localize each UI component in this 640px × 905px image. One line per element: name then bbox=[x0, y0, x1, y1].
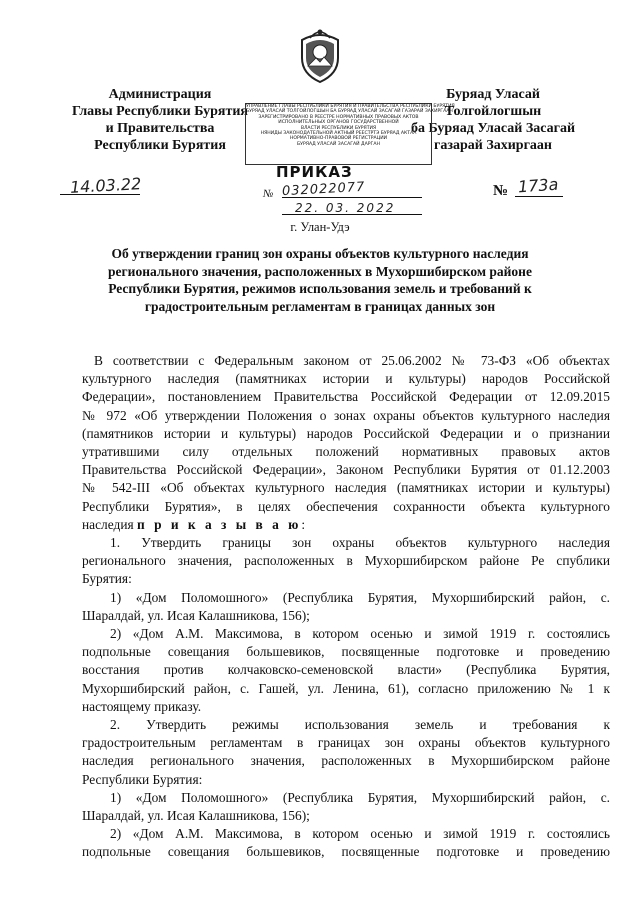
stamp-line: ЗАРЕГИСТРИРОВАНО В РЕЕСТРЕ НОРМАТИВНЫХ ПРАВОВЫХ АКТОВ bbox=[258, 114, 419, 120]
item-1-2 bbox=[82, 625, 610, 716]
body-line: № 972 «Об утверждении Положения о зонах охраны объектов культурного наследия bbox=[82, 407, 610, 423]
header-right-line: газарай Захиргаан bbox=[433, 138, 552, 153]
header-left-line: Главы Республики Бурятия bbox=[71, 104, 248, 119]
registration-number-label: № bbox=[263, 188, 274, 200]
stamp-line: БУРЯАД УЛАСАЙ ЗАСАГАЙ ДАРГАН bbox=[297, 141, 380, 147]
date-underline bbox=[60, 194, 140, 195]
header-left-line: и Правительства bbox=[105, 121, 215, 136]
header-right-line: ба Буряад Уласай Засагай bbox=[410, 121, 576, 136]
document-city: г. Улан-Удэ bbox=[290, 220, 350, 234]
body-line: Республики Бурятия: bbox=[82, 771, 203, 787]
item-1 bbox=[82, 534, 610, 589]
number-underline bbox=[515, 196, 563, 197]
title-line: Об утверждении границ зон охраны объектов культурного наследия bbox=[111, 246, 529, 261]
registration-date-underline bbox=[282, 214, 422, 215]
prikazyvayu-word: п р и к а з ы в а ю bbox=[137, 516, 302, 532]
body-line: 2) «Дом А.М. Максимова, в котором осенью и зимой 1919 г. состоялись bbox=[110, 826, 610, 842]
document-title bbox=[78, 245, 562, 315]
body-line: 2. Утвердить режимы использования земель и требования к bbox=[110, 717, 610, 733]
body-line: Бурятия: bbox=[82, 571, 132, 587]
body-line: восстания против колчаковско-семеновской власти» (Республика Бурятия, bbox=[82, 662, 610, 678]
header-left-russian bbox=[60, 86, 260, 154]
body-line: подпольные совещания большевиков, посвященные подготовке и проведению bbox=[82, 644, 610, 660]
item-2-1 bbox=[82, 789, 610, 825]
title-line: Республики Бурятия, режимов использования земель и требований к bbox=[108, 281, 532, 297]
body-line: В соответствии с Федеральным законом от 25.06.2002 № 73-ФЗ «Об объектах bbox=[94, 353, 610, 368]
header-right-line: Буряад Уласай bbox=[446, 87, 540, 102]
registration-date: 22. 03. 2022 bbox=[295, 201, 396, 215]
body-line: Шаралдай, ул. Исая Калашникова, 156); bbox=[82, 808, 310, 824]
body-line: 1) «Дом Поломошного» (Республика Бурятия, Мухоршибирский район, с. bbox=[110, 589, 610, 605]
stamp-line: БУРЯАД УЛАСАЙ ТОЛГОЙЛОГШЫН БА БУРЯАД УЛАСАЙ ЗАСАГАЙ ГАЗАРАЙ ЗАХИРГААН bbox=[246, 109, 453, 115]
body-line: Республики Бурятия», в целях обеспечения сохранности объекта культурного bbox=[82, 498, 610, 514]
body-line: регионального значения, расположенных в Мухоршибирском районе Ре спублики bbox=[82, 553, 610, 569]
header-left-line: Администрация bbox=[108, 87, 212, 102]
registration-number: 032022077 bbox=[281, 179, 366, 200]
body-line: 1) «Дом Поломошного» (Республика Бурятия, Мухоршибирский район, с. bbox=[110, 789, 610, 805]
header-right-line: Толгойлогшын bbox=[444, 104, 542, 119]
document-number-label: № bbox=[493, 183, 509, 199]
document-type-prikaz: ПРИКАЗ bbox=[276, 163, 353, 181]
body-line: 1. Утвердить границы зон охраны объектов культурного наследия bbox=[110, 535, 610, 551]
item-1-1 bbox=[82, 589, 610, 625]
body-line: культурного наследия (памятниках истории и культуры) народов Российской bbox=[82, 371, 610, 387]
coat-of-arms-emblem bbox=[296, 26, 344, 84]
stamp-line: ИСПОЛНИТЕЛЬНЫХ ОРГАНОВ ГОСУДАРСТВЕННОЙ bbox=[278, 120, 399, 126]
body-line: Мухоршибирский район, с. Гашей, ул. Ленина, 61), согласно приложению № 1 к bbox=[82, 680, 610, 696]
item-2 bbox=[82, 716, 610, 789]
body-line: настоящему приказу. bbox=[82, 698, 202, 714]
stamp-line: ВЛАСТИ РЕСПУБЛИКИ БУРЯТИЯ bbox=[300, 125, 377, 131]
body-line: 2) «Дом А.М. Максимова, в котором осенью и зимой 1919 г. состоялись bbox=[110, 626, 610, 642]
preamble-colon: : bbox=[301, 516, 306, 532]
body-line: Федерации», постановлением Правительства Российской Федерации от 12.09.2015 bbox=[82, 389, 610, 405]
body-line: Шаралдай, ул. Исая Калашникова, 156); bbox=[82, 607, 310, 623]
body-line: утратившими силу отдельных положений нормативных правовых актов bbox=[82, 444, 610, 460]
document-body bbox=[82, 352, 610, 862]
body-line: № 542-III «Об объектах культурного наследия (памятниках истории и культуры) bbox=[82, 480, 610, 496]
registration-stamp bbox=[245, 103, 455, 165]
stamp-line: УПРАВЛЕНИЕ ГЛАВЫ РЕСПУБЛИКИ БУРЯТИЯ И ПРАВИТЕЛЬСТВА РЕСПУБЛИКИ БУРЯТИЯ bbox=[246, 104, 455, 109]
body-line: градостроительным регламентам в границах зон охраны объектов культурного bbox=[82, 735, 610, 751]
preamble-last-text: наследия bbox=[82, 516, 137, 532]
registration-number-underline bbox=[282, 197, 422, 198]
title-line: регионального значения, расположенных в Мухоршибирском районе bbox=[108, 263, 532, 279]
body-line: подпольные совещания большевиков, посвященные подготовке и проведению bbox=[82, 844, 610, 860]
body-line: (памятников истории и культуры) народов Российской Федерации и о признании bbox=[82, 425, 610, 441]
body-line: Правительства Российской Федерации», Законом Республики Бурятия от 01.12.2003 bbox=[82, 462, 610, 478]
preamble-paragraph bbox=[82, 352, 610, 534]
body-line: наследия регионального значения, расположенных в Мухоршибирском районе bbox=[82, 753, 610, 769]
stamp-line: НЯНИДЫ ЗАКОНОДАТЕЛЬНОЙ АКТНЫЙ РЕЕСТРТЭ БУРЯАД АКТАА bbox=[260, 131, 417, 137]
document-number: 173а bbox=[517, 174, 559, 197]
body-line bbox=[82, 516, 610, 534]
document-date: 14.03.22 bbox=[69, 174, 142, 197]
title-line: градостроительным регламентам в границах данных зон bbox=[144, 298, 496, 314]
stamp-line: НОРМАТИВНО-ПРАВОВОЙ РЕГИСТРАЦИИ bbox=[289, 136, 388, 142]
item-2-2 bbox=[82, 825, 610, 861]
header-left-line: Республики Бурятия bbox=[94, 138, 226, 153]
